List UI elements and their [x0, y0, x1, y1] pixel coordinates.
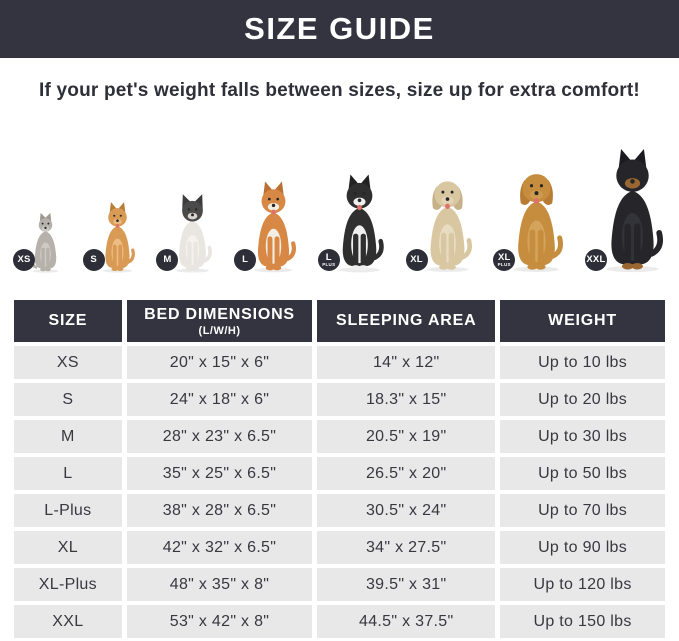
column-header-label: SIZE: [48, 312, 88, 329]
table-row-xl: [14, 531, 665, 564]
size-badge-L-plus: [318, 249, 340, 271]
size-cell: XS: [14, 346, 122, 379]
weight-cell: Up to 10 lbs: [500, 346, 665, 379]
column-header-size: [14, 300, 122, 342]
column-header-label: BED DIMENSIONS: [144, 305, 295, 323]
size-badge-S: [83, 249, 105, 271]
header-bar: [0, 0, 679, 58]
sleeping-area-cell: 20.5" x 19": [317, 420, 495, 453]
size-cell: L: [14, 457, 122, 490]
pet-labrador: [410, 171, 472, 273]
column-header-weight: [500, 300, 665, 342]
size-badge-XXL: [585, 249, 607, 271]
weight-cell: Up to 50 lbs: [500, 457, 665, 490]
pomeranian-illustration: [100, 201, 135, 273]
column-header-label: WEIGHT: [548, 312, 617, 329]
size-cell: XXL: [14, 605, 122, 638]
bed-dimensions-cell: 20" x 15" x 6": [127, 346, 313, 379]
border-collie-illustration: [335, 173, 384, 273]
table-row-l: [14, 457, 665, 490]
size-cell: XL: [14, 531, 122, 564]
pet-french-bulldog: [163, 193, 212, 273]
size-badge-sublabel: PLUS: [497, 262, 511, 267]
table-row-xxl: [14, 605, 665, 638]
size-badge-label: XL: [497, 251, 511, 263]
french-bulldog-illustration: [173, 193, 212, 273]
pet-shiba-inu: [242, 180, 296, 273]
pet-border-collie: [322, 173, 384, 273]
size-badge-label: L: [242, 254, 249, 266]
size-badge-label: S: [90, 254, 97, 266]
bed-dimensions-cell: 42" x 32" x 6.5": [127, 531, 313, 564]
bed-dimensions-cell: 35" x 25" x 6.5": [127, 457, 313, 490]
doberman-illustration: [602, 147, 663, 273]
shiba-inu-illustration: [251, 180, 296, 273]
golden-retriever-illustration: [510, 163, 563, 273]
bed-dimensions-cell: 53" x 42" x 8": [127, 605, 313, 638]
size-cell: L-Plus: [14, 494, 122, 527]
column-header-sublabel: (L/W/H): [198, 324, 241, 337]
pet-cat: [17, 209, 61, 273]
size-badge-label: XXL: [586, 254, 606, 266]
weight-cell: Up to 20 lbs: [500, 383, 665, 416]
labrador-illustration: [423, 171, 472, 273]
sleeping-area-cell: 44.5" x 37.5": [317, 605, 495, 638]
bed-dimensions-cell: 48" x 35" x 8": [127, 568, 313, 601]
size-badge-sublabel: PLUS: [322, 262, 336, 267]
table-row-l-plus: [14, 494, 665, 527]
pet-doberman: [586, 147, 663, 273]
table-header-row: [14, 300, 665, 342]
table-row-xl-plus: [14, 568, 665, 601]
sleeping-area-cell: 34" x 27.5": [317, 531, 495, 564]
size-badge-label: XS: [17, 254, 31, 266]
table-row-s: [14, 383, 665, 416]
pet-golden-retriever: [497, 163, 563, 273]
pet-pomeranian: [90, 201, 135, 273]
weight-cell: Up to 90 lbs: [500, 531, 665, 564]
size-badge-label: L: [325, 251, 332, 263]
sleeping-area-cell: 39.5" x 31": [317, 568, 495, 601]
weight-cell: Up to 150 lbs: [500, 605, 665, 638]
bed-dimensions-cell: 38" x 28" x 6.5": [127, 494, 313, 527]
weight-cell: Up to 70 lbs: [500, 494, 665, 527]
sleeping-area-cell: 14" x 12": [317, 346, 495, 379]
size-badge-XL: [406, 249, 428, 271]
bed-dimensions-cell: 28" x 23" x 6.5": [127, 420, 313, 453]
sleeping-area-cell: 30.5" x 24": [317, 494, 495, 527]
column-header-sleeping-area: [317, 300, 495, 342]
weight-cell: Up to 120 lbs: [500, 568, 665, 601]
sleeping-area-cell: 18.3" x 15": [317, 383, 495, 416]
bed-dimensions-cell: 24" x 18" x 6": [127, 383, 313, 416]
size-badge-XS: [13, 249, 35, 271]
sleeping-area-cell: 26.5" x 20": [317, 457, 495, 490]
cat-illustration: [30, 209, 61, 273]
size-cell: XL-Plus: [14, 568, 122, 601]
column-header-bed-dimensions: [127, 300, 313, 342]
pet-size-lineup: [0, 124, 679, 295]
table-row-m: [14, 420, 665, 453]
page-title: SIZE GUIDE: [244, 11, 435, 46]
size-badge-L: [234, 249, 256, 271]
table-row-xs: [14, 346, 665, 379]
size-cell: S: [14, 383, 122, 416]
size-cell: M: [14, 420, 122, 453]
column-header-label: SLEEPING AREA: [335, 312, 477, 329]
size-badge-label: M: [163, 254, 172, 266]
subtitle-text: If your pet's weight falls between sizes, size up for extra comfort!: [39, 80, 640, 101]
weight-cell: Up to 30 lbs: [500, 420, 665, 453]
size-badge-label: XL: [410, 254, 423, 266]
size-table: [9, 296, 670, 641]
